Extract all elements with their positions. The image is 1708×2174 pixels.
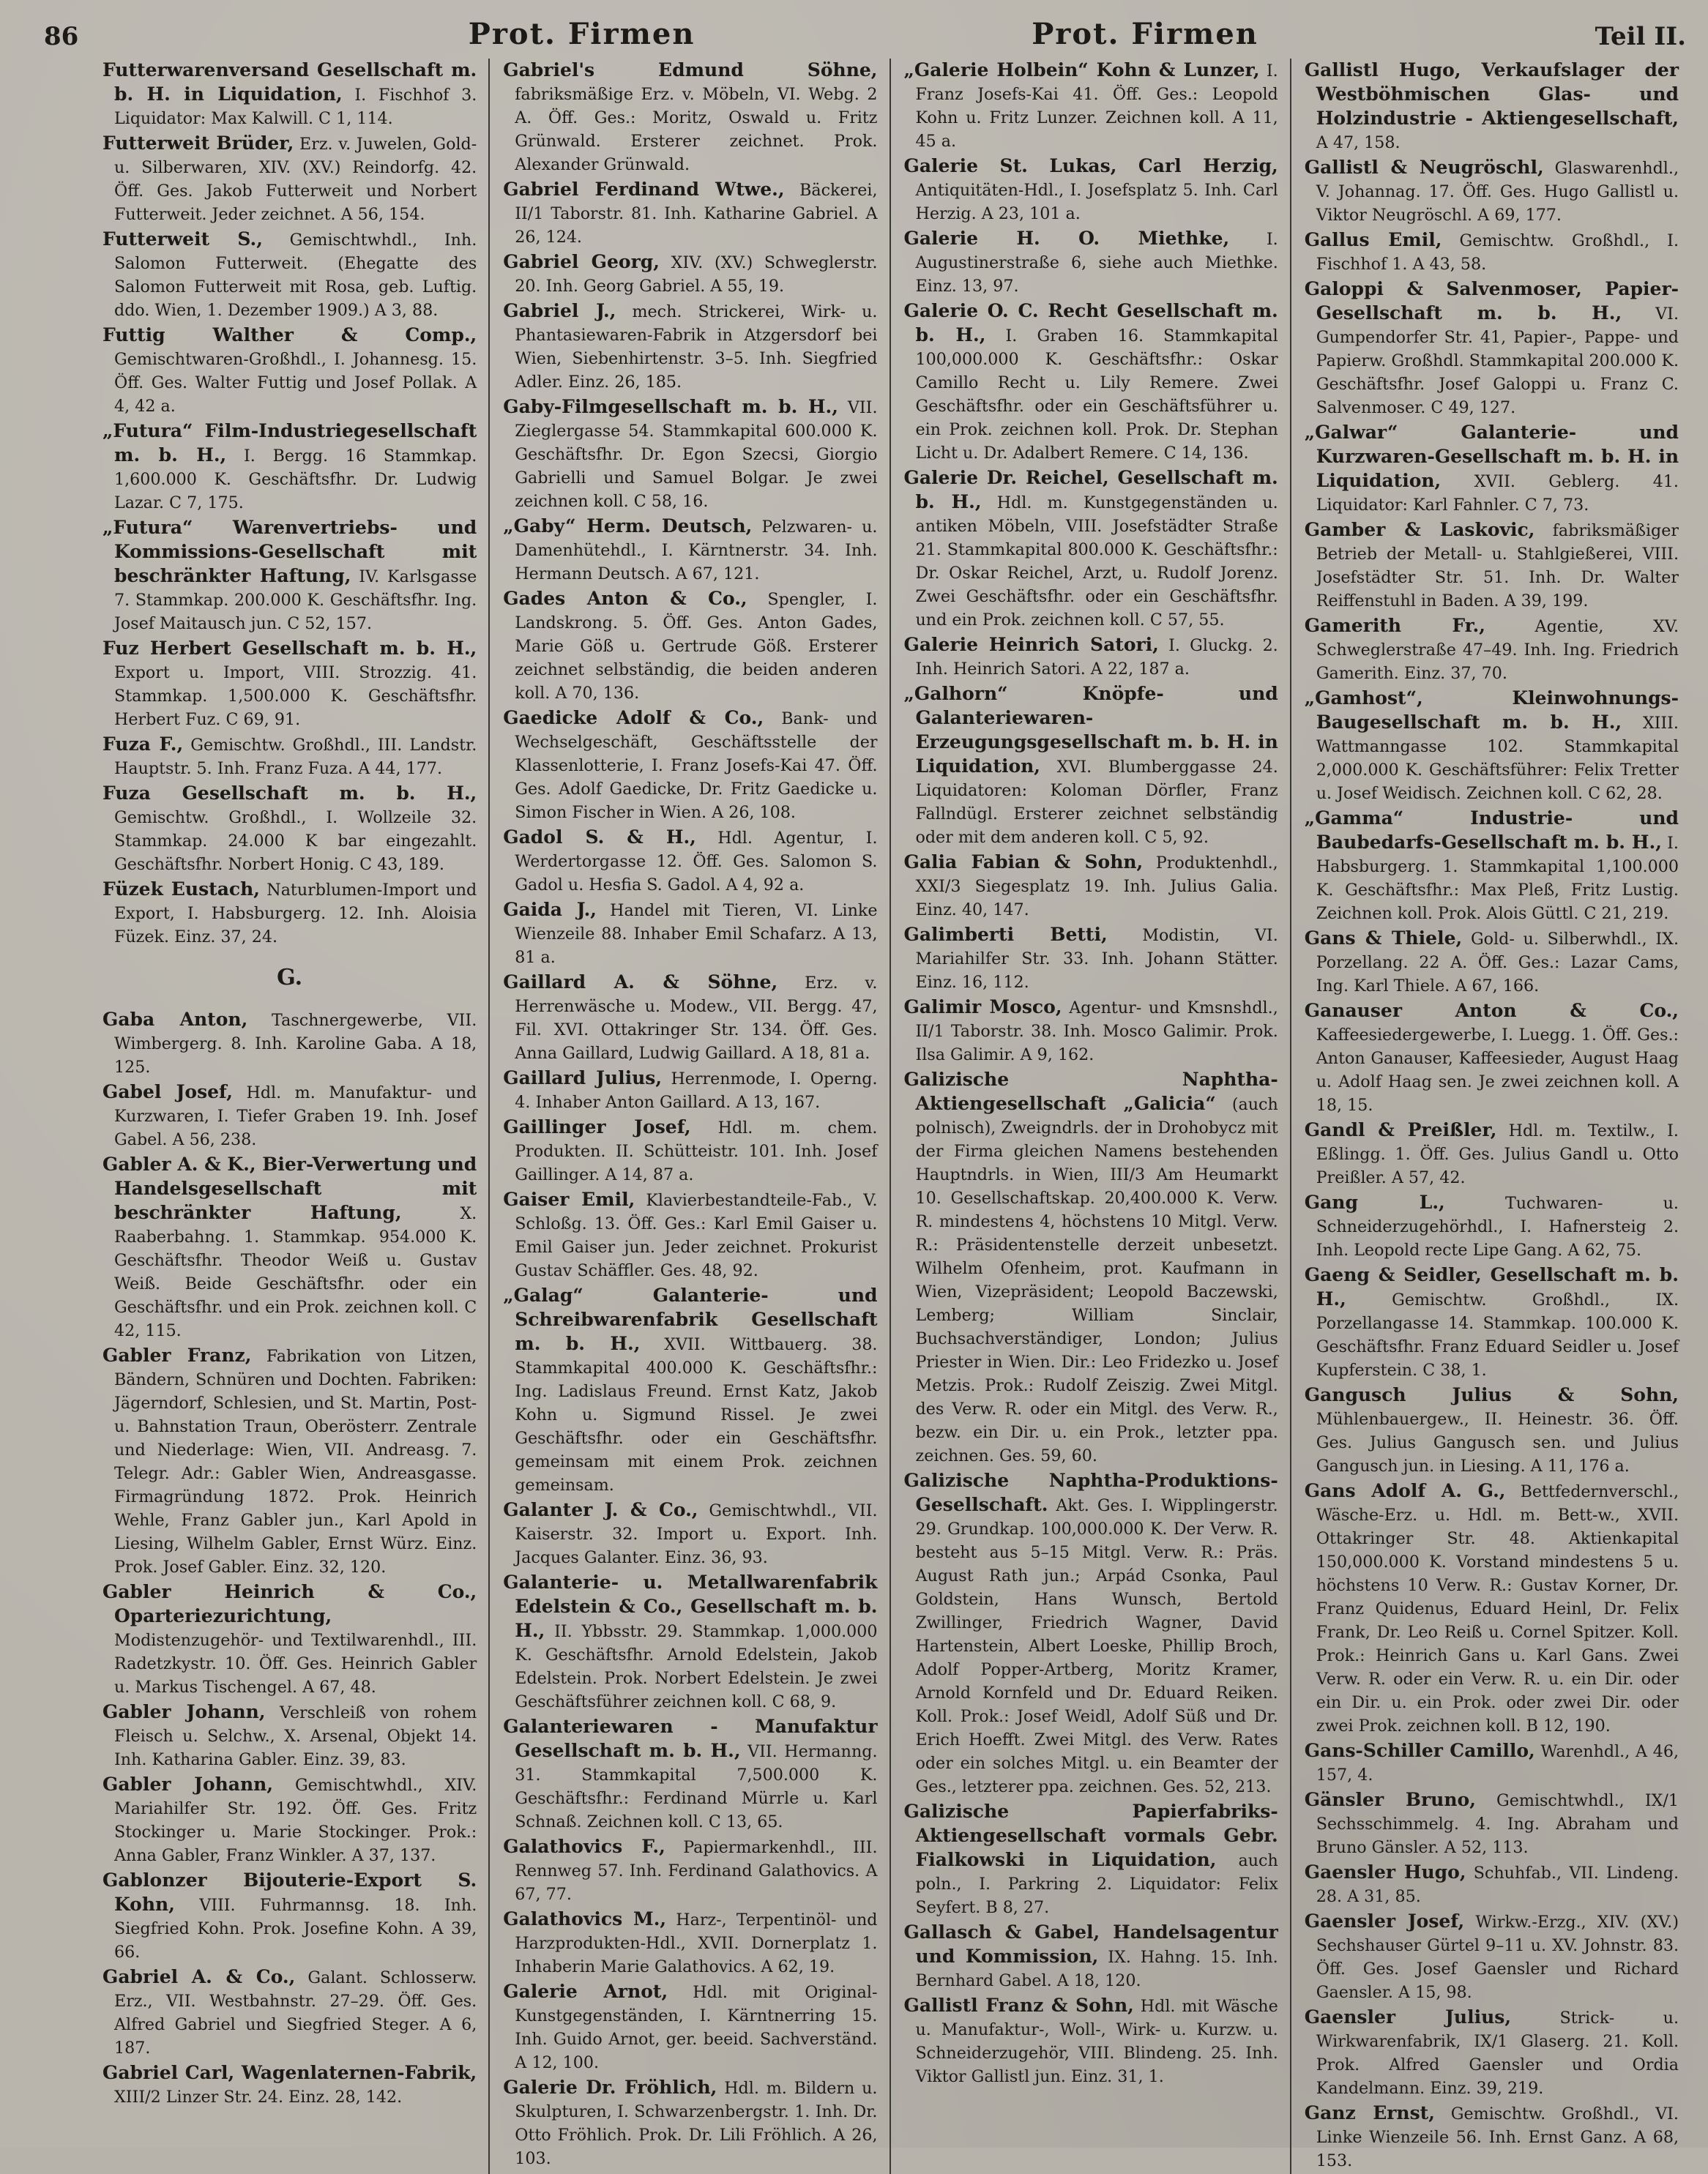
- directory-entry: [1305, 518, 1679, 613]
- firm-name: Gaensler Julius,: [1304, 2006, 1512, 2028]
- directory-entry: [1305, 687, 1679, 805]
- firm-details: Tuchwaren- u. Schneiderzugehörhdl., I. Hafnersteig 2. Inh. Leopold recte Lipe Gang. A 62, 75.: [1316, 1194, 1679, 1260]
- firm-details: Hdl. mit Original-Kunstgegenständen, I. Kärntnerring 15. Inh. Guido Arnot, ger. beeid. Sachverständ. A 12, 100.: [515, 1983, 878, 2072]
- firm-details: Fabrikation von Litzen, Bändern, Schnüren und Dochten. Fabriken: Jägerndorf, Schlesien, und St. Martin, Post- u. Bahnstation Traun, Oberösterr. Zentrale und Niederlage: Wien, VII. Andreasg. 7. Telegr. Adr.: Gabler Wien, Andreasgasse. Firmagründung 1872. Prok. Heinrich Wehle, Franz Gabler jun., Karl Apold in Liesing, Wilhelm Gabler, Ernst Würz. Einz. Prok. Josef Gabler. Einz. 32, 120.: [114, 1347, 477, 1577]
- directory-entry: [102, 1153, 477, 1342]
- firm-details: Export u. Import, VIII. Strozzig. 41. Stammkap. 1,500.000 K. Geschäftsfhr. Herbert Fuz. C 69, 91.: [114, 663, 477, 729]
- directory-entry: [1305, 1739, 1679, 1787]
- directory-entry: [102, 1773, 477, 1867]
- directory-entry: [1305, 1861, 1679, 1908]
- directory-entry: [1305, 1118, 1679, 1189]
- firm-details: IV. Karlsgasse 7. Stammkap. 200.000 K. Geschäftsfhr. Ing. Josef Maitausch jun. C 52, 157.: [114, 567, 477, 633]
- directory-entry: [102, 132, 477, 226]
- firm-name: Gades Anton & Co.,: [503, 588, 747, 609]
- firm-details: Gemischtw. Großhdl., IX. Porzellangasse 14. Stammkap. 100.000 K. Geschäftsfhr. Franz Eduard Seidler u. Josef Kupferstein. C 38, 1.: [1316, 1290, 1679, 1380]
- firm-details: Warenhdl., A 46, 157, 4.: [1316, 1742, 1679, 1785]
- directory-entry: [503, 515, 877, 586]
- firm-name: Galerie O. C. Recht Gesellschaft m. b. H.,: [903, 300, 1278, 345]
- directory-entry: [1305, 1788, 1679, 1859]
- firm-name: Galizische Naphtha-Aktiengesellschaft „Galicia“: [903, 1069, 1278, 1114]
- firm-name: Gabriel Carl, Wagenlaternen-Fabrik,: [102, 2062, 477, 2083]
- directory-entry: [1305, 2102, 1679, 2173]
- directory-entry: [904, 1068, 1278, 1468]
- directory-entry: [102, 1580, 477, 1699]
- firm-details: Handel mit Tieren, VI. Linke Wienzeile 88. Inhaber Emil Schafarz. A 13, 81 a.: [515, 901, 878, 967]
- firm-details: Herrenmode, I. Operng. 4. Inhaber Anton Gaillard. A 13, 167.: [515, 1069, 878, 1112]
- firm-details: XVI. Blumberggasse 24. Liquidatoren: Koloman Dörfler, Franz Fallndügl. Ersterer zeichnet selbständig oder mit dem anderen koll. C 5, 92.: [915, 758, 1278, 847]
- firm-details: I. Gluckg. 2. Inh. Heinrich Satori. A 22, 187 a.: [915, 636, 1278, 679]
- directory-entry: [503, 59, 877, 176]
- firm-name: Gaba Anton,: [102, 1009, 248, 1030]
- firm-name: Gallasch & Gabel, Handelsagentur und Kommission,: [903, 1921, 1278, 1967]
- firm-details: Gemischtwhdl., XIV. Mariahilfer Str. 192. Öff. Ges. Fritz Stockinger u. Marie Stockinger. Prok.: Anna Gabler, Franz Winkler. A 37, 137.: [114, 1776, 477, 1865]
- firm-details: auch poln., I. Parkring 2. Liquidator: Felix Seyfert. B 8, 27.: [915, 1851, 1278, 1917]
- firm-details: Modistenzugehör- und Textilwarenhdl., III. Radetzkystr. 10. Öff. Ges. Heinrich Gabler u. Markus Tischengel. A 67, 48.: [114, 1631, 477, 1697]
- page-header: [44, 0, 1686, 51]
- firm-name: Galerie St. Lukas, Carl Herzig,: [903, 155, 1278, 176]
- directory-entry: [904, 227, 1278, 298]
- section-letter: G.: [277, 965, 303, 990]
- firm-details: Gemischtwhdl., Inh. Salomon Futterweit. (Ehegatte des Salomon Futterweit mit Rosa, geb. Luftig. ddo. Wien, 1. Dezember 1909.) A 3, 88.: [114, 231, 477, 320]
- directory-entry: [904, 851, 1278, 922]
- directory-entry: [503, 1908, 877, 1979]
- directory-entry: [102, 516, 477, 635]
- directory-columns: [102, 59, 1679, 2170]
- directory-entry: [904, 59, 1278, 153]
- directory-entry: [904, 1800, 1278, 1919]
- firm-details: I. Franz Josefs-Kai 41. Öff. Ges.: Leopold Kohn u. Fritz Lunzer. Zeichnen koll. A 11, 45 a.: [915, 61, 1278, 151]
- firm-details: mech. Strickerei, Wirk- u. Phantasiewaren-Fabrik in Atzgersdorf bei Wien, Siebenhirtenstr. 3–5. Inh. Siegfried Adler. Einz. 26, 185.: [515, 302, 878, 392]
- firm-name: Gabel Josef,: [102, 1081, 233, 1102]
- directory-entry: [503, 1284, 877, 1497]
- firm-name: „Gaby“ Herm. Deutsch,: [503, 515, 753, 537]
- firm-name: Galimir Mosco,: [903, 996, 1062, 1017]
- firm-details: Naturblumen-Import und Export, I. Habsburgerg. 12. Inh. Aloisia Füzek. Einz. 37, 24.: [114, 881, 477, 946]
- firm-details: Erz. v. Herrenwäsche u. Modew., VII. Bergg. 47, Fil. XVI. Ottakringer Str. 134. Öff. Ges. Anna Gaillard, Ludwig Gaillard. A 18, 81 a.: [515, 974, 878, 1063]
- firm-name: Galathovics F.,: [503, 1836, 665, 1857]
- firm-name: Gangusch Julius & Sohn,: [1304, 1384, 1679, 1405]
- directory-entry: [1305, 156, 1679, 227]
- directory-entry: [503, 706, 877, 824]
- firm-details: Erz. v. Juwelen, Gold- u. Silberwaren, XIV. (XV.) Reindorfg. 42. Öff. Ges. Jakob Futterweit und Norbert Futterweit. Jeder zeichnet. A 56, 154.: [114, 135, 477, 224]
- directory-entry: [1305, 1910, 1679, 2004]
- firm-details: I. Bergg. 16 Stammkap. 1,600.000 K. Geschäftsfhr. Dr. Ludwig Lazar. C 7, 175.: [114, 447, 477, 512]
- directory-entry: [904, 154, 1278, 225]
- directory-entry: [503, 1188, 877, 1282]
- firm-name: Gandl & Preißler,: [1304, 1119, 1497, 1140]
- directory-entry: [503, 299, 877, 394]
- directory-entry: [904, 682, 1278, 849]
- column-3: [904, 59, 1278, 2174]
- firm-details: X. Raaberbahng. 1. Stammkap. 954.000 K. Geschäftsfhr. Theodor Weiß u. Gustav Weiß. Beide Geschäftsfhr. oder ein Geschäftsfhr. und ein Prok. zeichnen koll. C 42, 115.: [114, 1204, 477, 1340]
- directory-entry: [102, 419, 477, 515]
- directory-entry: [904, 633, 1278, 681]
- firm-details: Agentie, XV. Schweglerstraße 47–49. Inh. Ing. Friedrich Gamerith. Einz. 37, 70.: [1316, 617, 1679, 683]
- firm-details: VII. Zieglergasse 54. Stammkapital 600.000 K. Geschäftsfhr. Dr. Egon Szecsi, Giorgio Gabrielli und Samuel Bolgar. Je zwei zeichnen koll. C 58, 16.: [515, 398, 878, 511]
- firm-details: Hdl. m. Bildern u. Skulpturen, I. Schwarzenbergstr. 1. Inh. Dr. Otto Fröhlich. Prok. Dr. Lili Fröhlich. A 26, 103.: [515, 2079, 878, 2168]
- directory-entry: [1305, 277, 1679, 419]
- firm-name: Gallistl Hugo, Verkaufslager der Westböhmischen Glas- und Holzindustrie - Aktiengesellschaft,: [1304, 59, 1679, 129]
- firm-name: Gabler A. & K., Bier-Verwertung und Handelsgesellschaft mit beschränkter Haftung,: [102, 1154, 477, 1223]
- firm-details: Agentur- und Kmsnshdl., II/1 Taborstr. 38. Inh. Mosco Galimir. Prok. Ilsa Galimir. A 9, 162.: [915, 998, 1278, 1064]
- directory-entry: [102, 878, 477, 949]
- firm-details: I. Graben 16. Stammkapital 100,000.000 K. Geschäftsfhr.: Oskar Camillo Recht u. Lily Remere. Zwei Geschäftsfhr. oder ein Geschäftsführer u. ein Prok. zeichnen koll. Prok. Dr. Stephan Licht u. Dr. Adalbert Remere. C 14, 136.: [915, 326, 1278, 463]
- directory-entry: [102, 1700, 477, 1771]
- firm-name: Futterweit S.,: [102, 228, 263, 250]
- directory-entry: [904, 923, 1278, 994]
- firm-name: Fuza Gesellschaft m. b. H.,: [102, 782, 477, 804]
- firm-name: Galerie H. O. Miethke,: [903, 228, 1230, 249]
- firm-name: Galia Fabian & Sohn,: [903, 851, 1144, 873]
- firm-name: Futterweit Brüder,: [102, 132, 294, 154]
- firm-details: Akt. Ges. I. Wipplingerstr. 29. Grundkap. 100,000.000 K. Der Verw. R. besteht aus 5–15 Mitgl. Verw. R.: Präs. August Rath jun.; Arpád Csonka, Paul Goldstein, Hans Wunsch, Bertold Zwillinger, Friedrich Wagner, David Hartenstein, Albert Loeske, Phillip Broch, Adolf Popper-Artberg, Moritz Kramer, Arnold Kornfeld und Dr. Eduard Reiken. Koll. Prok.: Josef Weidl, Adolf Süß und Dr. Erich Hoefft. Zwei Mitgl. des Verw. Rates oder ein solches Mitgl. u. ein Beamter der Ges., letzterer ppa. zeichnen. Ges. 52, 213.: [915, 1496, 1278, 1796]
- directory-entry: [503, 1715, 877, 1834]
- firm-details: Gemischtw. Großhdl., III. Landstr. Hauptstr. 5. Inh. Franz Fuza. A 44, 177.: [114, 736, 477, 778]
- directory-entry: [1305, 421, 1679, 517]
- directory-entry: [102, 637, 477, 731]
- firm-details: Bank- und Wechselgeschäft, Geschäftsstelle der Klassenlotterie, I. Franz Josefs-Kai 47. Öff. Ges. Adolf Gaedicke, Dr. Fritz Gaedicke u. Simon Fischer in Wien. A 26, 108.: [515, 709, 878, 822]
- firm-name: Gabler Franz,: [102, 1345, 252, 1366]
- firm-details: VII. Hermanng. 31. Stammkapital 7,500.000 K. Geschäftsfhr.: Ferdinand Mürrle u. Karl Schnaß. Zeichnen koll. C 13, 65.: [515, 1742, 878, 1831]
- directory-entry: [102, 59, 477, 130]
- firm-name: Gamerith Fr.,: [1304, 615, 1485, 636]
- directory-entry: [503, 2076, 877, 2170]
- directory-entry: [102, 324, 477, 418]
- firm-name: Gabler Heinrich & Co., Oparteriezurichtung,: [102, 1581, 477, 1626]
- firm-details: IX. Hahng. 15. Inh. Bernhard Gabel. A 18, 120.: [915, 1948, 1278, 1990]
- firm-name: Gabriel J.,: [503, 300, 616, 321]
- directory-entry: [503, 1980, 877, 2074]
- firm-name: Gaeng & Seidler, Gesellschaft m. b. H.,: [1304, 1264, 1679, 1310]
- directory-entry: [1305, 807, 1679, 925]
- firm-name: Gaensler Hugo,: [1304, 1861, 1466, 1883]
- firm-name: Galerie Heinrich Satori,: [903, 634, 1159, 655]
- firm-name: Gabler Johann,: [102, 1701, 266, 1722]
- directory-entry: [503, 1067, 877, 1114]
- firm-name: Galerie Arnot,: [503, 1981, 668, 2002]
- firm-details: Hdl. mit Wäsche u. Manufaktur-, Woll-, Wirk- u. Kurzw. u. Schneiderzugehör, VIII. Blindeng. 25. Inh. Viktor Gallistl jun. Einz. 31, 1.: [915, 1997, 1278, 2086]
- firm-name: Galizische Papierfabriks-Aktiengesellschaft vormals Gebr. Fialkowski in Liquidation,: [903, 1801, 1278, 1870]
- firm-name: Gabriel Ferdinand Wtwe.,: [503, 179, 785, 200]
- firm-details: Kaffeesiedergewerbe, I. Luegg. 1. Öff. Ges.: Anton Ganauser, Kaffeesieder, August Haag u. Adolf Haag sen. Je zwei zeichnen koll. A 18, 15.: [1316, 1026, 1679, 1115]
- directory-entry: [102, 1869, 477, 1964]
- firm-name: Gabler Johann,: [102, 1774, 274, 1795]
- firm-details: Hdl. m. Manufaktur- und Kurzwaren, I. Tiefer Graben 19. Inh. Josef Gabel. A 56, 238.: [114, 1083, 477, 1149]
- firm-name: Gaida J.,: [503, 899, 597, 920]
- directory-entry: [503, 587, 877, 705]
- firm-details: Glaswarenhdl., V. Johannag. 17. Öff. Ges. Hugo Gallistl u. Viktor Neugröschl. A 69, 177.: [1316, 159, 1679, 225]
- directory-entry: [503, 250, 877, 298]
- firm-details: XIII. Wattmanngasse 102. Stammkapital 2,000.000 K. Geschäftsführer: Felix Tretter u. Josef Weidisch. Zeichnen koll. C 62, 28.: [1316, 714, 1679, 803]
- firm-details: Gemischtw. Großhdl., I. Fischhof 1. A 43, 58.: [1316, 231, 1679, 274]
- directory-entry: [102, 1344, 477, 1579]
- firm-name: Galerie Dr. Reichel, Gesellschaft m. b. H.,: [903, 467, 1278, 512]
- firm-details: VI. Gumpendorfer Str. 41, Papier-, Pappe- und Papierw. Großhdl. Stammkapital 200.000 K. Geschäftsfhr. Josef Galoppi u. Franz C. Salvenmoser. C 49, 127.: [1316, 305, 1679, 417]
- firm-details: A 47, 158.: [1316, 133, 1401, 152]
- firm-details: Galant. Schlosserw. Erz., VII. Westbahnstr. 27–29. Öff. Ges. Alfred Gabriel und Siegfried Steger. A 6, 187.: [114, 1968, 477, 2058]
- firm-name: Gaillard Julius,: [503, 1067, 663, 1088]
- directory-entry: [904, 1994, 1278, 2088]
- directory-entry: [1305, 927, 1679, 998]
- firm-details: Modistin, VI. Mariahilfer Str. 33. Inh. Johann Stätter. Einz. 16, 112.: [915, 926, 1278, 992]
- firm-details: I. Augustinerstraße 6, siehe auch Miethke. Einz. 13, 97.: [915, 230, 1278, 296]
- directory-entry: [1305, 59, 1679, 154]
- column-4: [1305, 59, 1679, 2174]
- directory-entry: [1305, 1479, 1679, 1738]
- firm-details: Hdl. Agentur, I. Werdertorgasse 12. Öff. Ges. Salomon S. Gadol u. Hesfia S. Gadol. A 4, 92 a.: [515, 829, 878, 894]
- firm-details: Schuhfab., VII. Lindeng. 28. A 31, 85.: [1316, 1864, 1679, 1906]
- directory-entry: [503, 826, 877, 897]
- firm-details: Gemischtwhdl., VII. Kaiserstr. 32. Import u. Export. Inh. Jacques Galanter. Einz. 36, 93.: [515, 1501, 878, 1567]
- firm-name: Gamber & Laskovic,: [1304, 519, 1535, 540]
- firm-details: Klavierbestandteile-Fab., V. Schloßg. 13. Öff. Ges.: Karl Emil Gaiser u. Emil Gaiser jun. Jeder zeichnet. Prokurist Gustav Schäffler. Ges. 48, 92.: [515, 1191, 878, 1280]
- firm-name: Gang L.,: [1304, 1192, 1445, 1213]
- firm-details: Gemischtwaren-Großhdl., I. Johannesg. 15. Öff. Ges. Walter Futtig und Josef Pollak. A 4, 42 a.: [114, 350, 477, 416]
- firm-name: „Galhorn“ Knöpfe- und Galanteriewaren-Erzeugungsgesellschaft m. b. H. in Liquidation,: [903, 683, 1278, 777]
- firm-details: Spengler, I. Landskrong. 5. Öff. Ges. Anton Gades, Marie Göß u. Gertrude Göß. Ersterer zeichnet selbständig, die beiden anderen koll. A 70, 136.: [515, 590, 878, 703]
- firm-name: Fuza F.,: [102, 733, 184, 755]
- firm-details: XIII/2 Linzer Str. 24. Einz. 28, 142.: [114, 2088, 403, 2107]
- directory-entry: [503, 971, 877, 1065]
- firm-name: Gadol S. & H.,: [503, 826, 696, 848]
- firm-name: Gans Adolf A. G.,: [1304, 1480, 1506, 1501]
- firm-details: Antiquitäten-Hdl., I. Josefsplatz 5. Inh. Carl Herzig. A 23, 101 a.: [915, 181, 1278, 223]
- directory-entry: [102, 782, 477, 876]
- firm-name: Gabriel's Edmund Söhne,: [503, 59, 878, 81]
- directory-entry: [503, 898, 877, 969]
- firm-details: fabriksmäßiger Betrieb der Metall- u. Stahlgießerei, VIII. Josefstädter Str. 51. Inh. Dr. Walter Reiffenstuhl in Baden. A 39, 199.: [1316, 521, 1679, 610]
- directory-entry: [102, 1008, 477, 1079]
- directory-entry: [1305, 1383, 1679, 1478]
- firm-details: Bäckerei, II/1 Taborstr. 81. Inh. Katharine Gabriel. A 26, 124.: [515, 181, 878, 247]
- firm-name: Ganauser Anton & Co.,: [1304, 1000, 1679, 1021]
- firm-name: Gabriel Georg,: [503, 251, 660, 272]
- directory-entry: [904, 996, 1278, 1067]
- firm-name: Galizische Naphtha-Produktions-Gesellschaft.: [903, 1470, 1278, 1515]
- firm-details: Hdl. m. chem. Produkten. II. Schütteistr. 101. Inh. Josef Gaillinger. A 14, 87 a.: [515, 1118, 878, 1184]
- running-title-left: Prot. Firmen: [468, 17, 695, 51]
- firm-details: XVII. Wittbauerg. 38. Stammkapital 400.000 K. Geschäftsfhr.: Ing. Ladislaus Freund. Ernst Katz, Jakob Kohn u. Sigmund Rissel. Je zwei Geschäftsfhr. oder ein Geschäftsfhr. gemeinsam mit einem Prok. zeichnen gemeinsam.: [515, 1335, 878, 1495]
- directory-entry: [904, 299, 1278, 465]
- firm-name: Gaensler Josef,: [1304, 1910, 1465, 1932]
- firm-name: Ganz Ernst,: [1304, 2102, 1435, 2123]
- firm-name: Gablonzer Bijouterie-Export S. Kohn,: [102, 1869, 477, 1915]
- firm-details: Produktenhdl., XXI/3 Siegesplatz 19. Inh. Julius Galia. Einz. 40, 147.: [915, 853, 1278, 919]
- firm-name: Gallistl Franz & Sohn,: [903, 1995, 1134, 2016]
- part-label: Teil II.: [1595, 22, 1686, 51]
- directory-entry: [102, 1080, 477, 1151]
- firm-details: II. Ybbsstr. 29. Stammkap. 1,000.000 K. Geschäftsfhr. Arnold Edelstein, Jakob Edelstein. Prok. Norbert Edelstein. Je zwei Geschäftsführer zeichnen koll. C 68, 9.: [515, 1622, 878, 1711]
- firm-details: I. Fischhof 3. Liquidator: Max Kalwill. C 1, 114.: [114, 86, 477, 128]
- firm-name: Galanter J. & Co.,: [503, 1499, 698, 1520]
- firm-name: Galimberti Betti,: [903, 924, 1108, 945]
- firm-name: Gallistl & Neugröschl,: [1304, 157, 1544, 178]
- firm-details: Pelzwaren- u. Damenhütehdl., I. Kärntnerstr. 34. Inh. Hermann Deutsch. A 67, 121.: [515, 518, 878, 583]
- firm-name: Gänsler Bruno,: [1304, 1789, 1476, 1810]
- directory-entry: [503, 1116, 877, 1187]
- directory-entry: [503, 178, 877, 249]
- firm-details: Wirkw.-Erzg., XIV. (XV.) Sechshauser Gürtel 9–11 u. XV. Johnstr. 83. Öff. Ges. Josef Gaensler und Richard Gaensler. A 15, 98.: [1316, 1913, 1679, 2002]
- firm-name: Gabriel A. & Co.,: [102, 1966, 296, 1987]
- firm-details: Bettfedernverschl., Wäsche-Erz. u. Hdl. m. Bett-w., XVII. Ottakringer Str. 48. Aktienkapital 150,000.000 K. Vorstand mindestens 5 u. höchstens 10 Verw. R.: Gustav Korner, Dr. Franz Quidenus, Eduard Heinl, Dr. Felix Frank, Dr. Leo Reiß u. Cornel Spitzer. Koll. Prok.: Heinrich Gans u. Karl Gans. Zwei Verw. R. oder ein Verw. R. u. ein Dir. oder ein Dir. u. ein Prok. oder zwei Dir. oder zwei Prok. zeichnen koll. B 12, 190.: [1316, 1482, 1679, 1736]
- firm-details: Gold- u. Silberwhdl., IX. Porzellang. 22 A. Öff. Ges.: Lazar Cams, Ing. Karl Thiele. A 67, 166.: [1316, 930, 1679, 996]
- directory-entry: [102, 2061, 477, 2109]
- firm-details: Gemischtw. Großhdl., VI. Linke Wienzeile 56. Inh. Ernst Ganz. A 68, 153.: [1316, 2104, 1679, 2170]
- firm-name: Gallus Emil,: [1304, 229, 1442, 250]
- directory-entry: [1305, 228, 1679, 276]
- directory-entry: [1305, 1263, 1679, 1382]
- firm-details: Hdl. m. Textilw., I. Eßlingg. 1. Öff. Ges. Julius Gandl u. Otto Preißler. A 57, 42.: [1316, 1121, 1679, 1187]
- directory-entry: [503, 1835, 877, 1906]
- firm-name: Galerie Dr. Fröhlich,: [503, 2077, 717, 2098]
- directory-entry: [1305, 614, 1679, 685]
- firm-details: Taschnergewerbe, VII. Wimbergerg. 8. Inh. Karoline Gaba. A 18, 125.: [114, 1011, 477, 1077]
- firm-details: fabriksmäßige Erz. v. Möbeln, VI. Webg. 2 A. Öff. Ges.: Moritz, Oswald u. Fritz Grünwald. Ersterer zeichnet. Prok. Alexander Grünwald.: [515, 85, 878, 174]
- firm-name: Füzek Eustach,: [102, 878, 260, 900]
- firm-name: Fuz Herbert Gesellschaft m. b. H.,: [102, 638, 477, 659]
- firm-name: Gaillard A. & Söhne,: [503, 971, 778, 993]
- firm-name: „Gamma“ Industrie- und Baubedarfs-Gesellschaft m. b. H.,: [1304, 807, 1679, 853]
- firm-details: Strick- u. Wirkwarenfabrik, IX/1 Glaserg. 21. Koll. Prok. Alfred Gaensler und Ordia Kandelmann. Einz. 39, 219.: [1316, 2009, 1679, 2098]
- firm-details: (auch polnisch), Zweigndrls. der in Drohobycz mit der Firma gleichen Namens bestehenden Hauptndrls. in Wien, III/3 Am Heumarkt 10. Gesellschaftskap. 20,400.000 K. Verw. R. mindestens 4, höchstens 10 Mitgl. Verw. R.: Präsidentenstelle derzeit unbesetzt. Wilhelm Ofenheim, prot. Kaufmann in Wien, Vizepräsident; Leopold Baczewski, Lemberg; William Sinclair, Buchsachverständiger, London; Julius Priester in Wien. Dir.: Leo Fridezko u. Josef Metzis. Prok.: Rudolf Zeiszig. Zwei Mitgl. des Verw. R. oder ein Mitgl. des Verw. R., bezw. ein Dir. u. ein Prok., letzter ppa. zeichnen. Ges. 59, 60.: [915, 1095, 1278, 1465]
- firm-name: Galanteriewaren - Manufaktur Gesellschaft m. b. H.,: [503, 1716, 878, 1761]
- firm-details: XVII. Geblerg. 41. Liquidator: Karl Fahnler. C 7, 73.: [1316, 472, 1679, 515]
- firm-name: Gans-Schiller Camillo,: [1304, 1740, 1535, 1761]
- firm-name: Galanterie- u. Metallwarenfabrik Edelstein & Co., Gesellschaft m. b. H.,: [503, 1572, 878, 1641]
- directory-entry: [102, 228, 477, 322]
- firm-name: „Galerie Holbein“ Kohn & Lunzer,: [903, 59, 1260, 81]
- firm-name: „Futura“ Film-Industriegesellschaft m. b. H.,: [102, 420, 477, 466]
- firm-name: Galathovics M.,: [503, 1908, 667, 1930]
- firm-name: Futtig Walther & Comp.,: [102, 324, 477, 345]
- directory-entry: [102, 1965, 477, 2060]
- firm-name: Galoppi & Salvenmoser, Papier-Gesellschaft m. b. H.,: [1304, 278, 1679, 324]
- firm-name: „Galag“ Galanterie- und Schreibwarenfabrik Gesellschaft m. b. H.,: [503, 1285, 878, 1354]
- firm-details: Papiermarkenhdl., III. Rennweg 57. Inh. Ferdinand Galathovics. A 67, 77.: [515, 1838, 878, 1904]
- firm-details: Hdl. m. Kunstgegenständen u. antiken Möbeln, VIII. Josefstädter Straße 21. Stammkapital 800.000 K. Geschäftsfhr.: Dr. Oskar Reichel, Arzt, u. Rudolf Jorenz. Zwei Geschäftsfhr. oder ein Geschäftsfhr. und ein Prok. zeichnen koll. C 57, 55.: [915, 493, 1278, 630]
- column-1: [102, 59, 477, 2174]
- directory-entry: [503, 1571, 877, 1714]
- directory-entry: [102, 733, 477, 780]
- firm-details: I. Habsburgerg. 1. Stammkapital 1,100.000 K. Geschäftsfhr.: Max Pleß, Fritz Lustig. Zeichnen koll. Prok. Alois Güttl. C 21, 219.: [1316, 834, 1679, 923]
- directory-entry: [1305, 999, 1679, 1117]
- firm-details: Harz-, Terpentinöl- und Harzprodukten-Hdl., XVII. Dornerplatz 1. Inhaberin Marie Galathovics. A 62, 19.: [515, 1910, 878, 1976]
- firm-details: XIV. (XV.) Schweglerstr. 20. Inh. Georg Gabriel. A 55, 19.: [515, 253, 878, 296]
- directory-entry: [904, 466, 1278, 632]
- firm-details: Gemischtwhdl., IX/1 Sechsschimmelg. 4. Ing. Abraham und Bruno Gänsler. A 52, 113.: [1316, 1791, 1679, 1857]
- firm-name: Gaiser Emil,: [503, 1189, 635, 1210]
- directory-entry: [1305, 2006, 1679, 2100]
- firm-name: Gans & Thiele,: [1304, 927, 1463, 949]
- directory-entry: [503, 395, 877, 513]
- firm-name: Futterwarenversand Gesellschaft m. b. H. in Liquidation,: [102, 59, 477, 105]
- firm-name: „Futura“ Warenvertriebs- und Kommissions-Gesellschaft mit beschränkter Haftung,: [102, 517, 477, 586]
- directory-entry: [904, 1921, 1278, 1992]
- firm-name: Gaillinger Josef,: [503, 1116, 691, 1138]
- column-2: [503, 59, 877, 2174]
- firm-details: Gemischtw. Großhdl., I. Wollzeile 32. Stammkap. 24.000 K bar eingezahlt. Geschäftsfhr. Norbert Honig. C 43, 189.: [114, 808, 477, 874]
- firm-name: „Gamhost“, Kleinwohnungs-Baugesellschaft m. b. H.,: [1304, 687, 1679, 733]
- directory-entry: [904, 1469, 1278, 1798]
- page-number: 86: [44, 22, 79, 51]
- firm-details: VIII. Fuhrmannsg. 18. Inh. Siegfried Kohn. Prok. Josefine Kohn. A 39, 66.: [114, 1896, 477, 1962]
- firm-details: Verschleiß von rohem Fleisch u. Selchw., X. Arsenal, Objekt 14. Inh. Katharina Gabler. Einz. 39, 83.: [114, 1703, 477, 1769]
- firm-details: Mühlenbauergew., II. Heinestr. 36. Öff. Ges. Julius Gangusch sen. und Julius Gangusch jun. in Liesing. A 11, 176 a.: [1316, 1410, 1679, 1476]
- directory-entry: [1305, 1191, 1679, 1262]
- running-title-right: Prot. Firmen: [1032, 17, 1258, 51]
- directory-entry: [503, 1498, 877, 1569]
- firm-name: Gaedicke Adolf & Co.,: [503, 707, 764, 728]
- firm-name: „Galwar“ Galanterie- und Kurzwaren-Gesellschaft m. b. H. in Liquidation,: [1304, 422, 1679, 491]
- firm-name: Gaby-Filmgesellschaft m. b. H.,: [503, 396, 838, 417]
